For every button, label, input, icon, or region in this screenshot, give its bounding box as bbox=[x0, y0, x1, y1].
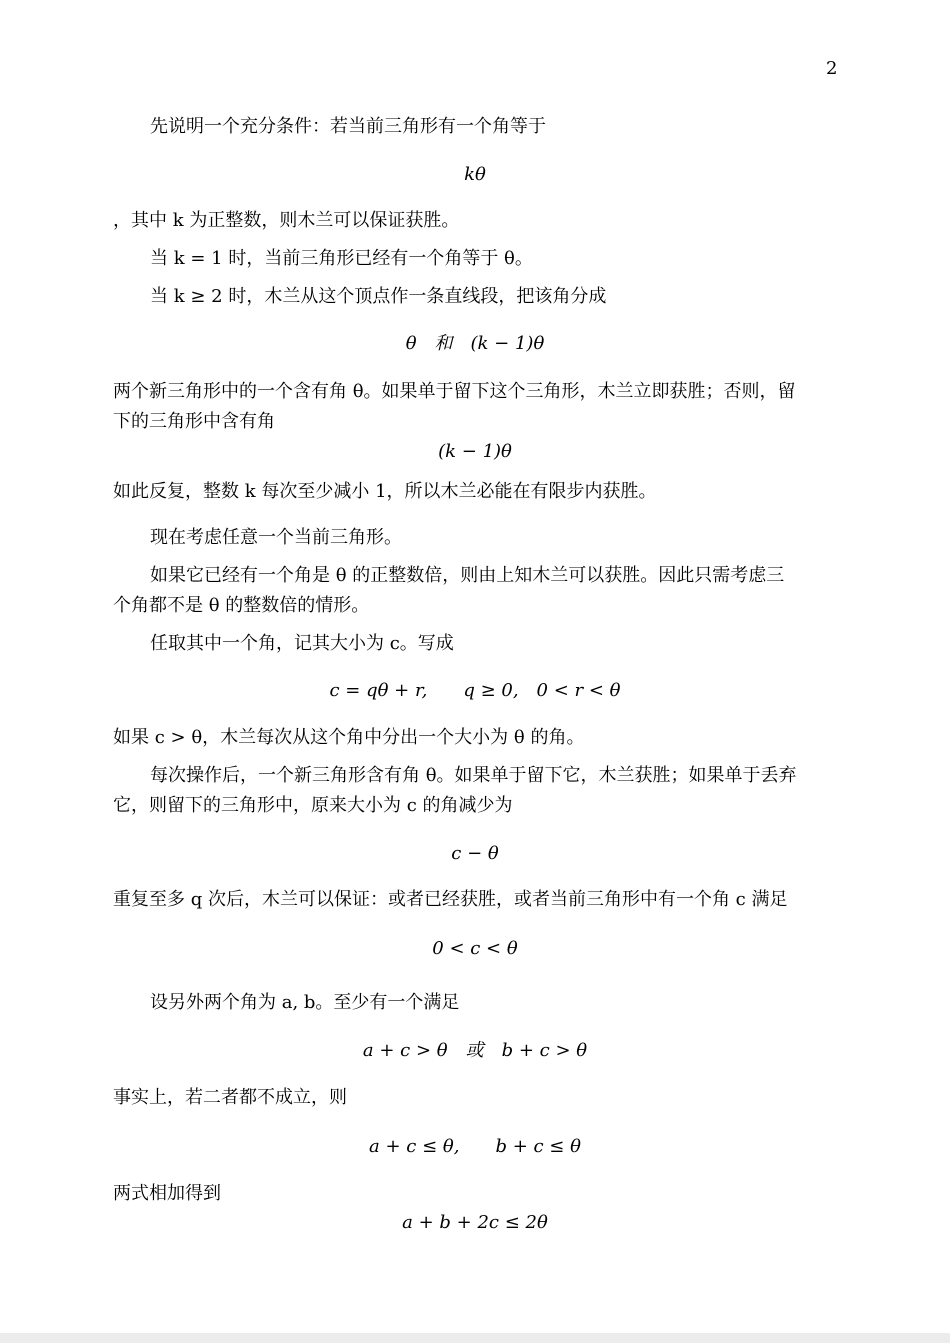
paragraph-line: 先说明一个充分条件：若当前三角形有一个角等于 bbox=[150, 116, 546, 137]
display-equation: a + c ≤ θ, b + c ≤ θ bbox=[369, 1136, 581, 1157]
display-equation: θ 和 (k − 1)θ bbox=[405, 333, 545, 354]
display-equation: a + c > θ 或 b + c > θ bbox=[362, 1040, 588, 1061]
paragraph-line: 两式相加得到 bbox=[113, 1183, 221, 1204]
paragraph-line: 当 k ≥ 2 时，木兰从这个顶点作一条直线段，把该角分成 bbox=[150, 286, 607, 307]
paragraph-line: 设另外两个角为 a, b。至少有一个满足 bbox=[150, 992, 460, 1013]
paragraph-line: 事实上，若二者都不成立，则 bbox=[113, 1087, 347, 1108]
display-equation: a + b + 2c ≤ 2θ bbox=[402, 1212, 548, 1233]
paragraph-line: 如此反复，整数 k 每次至少减小 1，所以木兰必能在有限步内获胜。 bbox=[113, 481, 657, 502]
paragraph-line: ，其中 k 为正整数，则木兰可以保证获胜。 bbox=[113, 210, 460, 231]
display-equation: c = qθ + r, q ≥ 0, 0 < r < θ bbox=[329, 680, 621, 701]
paragraph-line: 重复至多 q 次后，木兰可以保证：或者已经获胜，或者当前三角形中有一个角 c 满足 bbox=[113, 889, 788, 910]
paragraph-line: 现在考虑任意一个当前三角形。 bbox=[150, 527, 402, 548]
viewer-bottom-edge bbox=[0, 1333, 950, 1343]
paragraph-line: 如果 c > θ，木兰每次从这个角中分出一个大小为 θ 的角。 bbox=[113, 727, 585, 748]
paragraph-line: 下的三角形中含有角 bbox=[113, 411, 275, 432]
paragraph-line: 如果它已经有一个角是 θ 的正整数倍，则由上知木兰可以获胜。因此只需考虑三 bbox=[150, 565, 785, 586]
page-number: 2 bbox=[826, 58, 838, 79]
paragraph-line: 它，则留下的三角形中，原来大小为 c 的角减少为 bbox=[113, 795, 513, 816]
paragraph-line: 每次操作后，一个新三角形含有角 θ。如果单于留下它，木兰获胜；如果单于丢弃 bbox=[150, 765, 797, 786]
display-equation: 0 < c < θ bbox=[432, 938, 518, 959]
paragraph-line: 个角都不是 θ 的整数倍的情形。 bbox=[113, 595, 370, 616]
paragraph-line: 两个新三角形中的一个含有角 θ。如果单于留下这个三角形，木兰立即获胜；否则，留 bbox=[113, 381, 796, 402]
display-equation: kθ bbox=[464, 164, 486, 185]
paragraph-line: 当 k = 1 时，当前三角形已经有一个角等于 θ。 bbox=[150, 248, 533, 269]
display-equation: c − θ bbox=[451, 843, 499, 864]
display-equation: (k − 1)θ bbox=[438, 441, 512, 462]
paragraph-line: 任取其中一个角，记其大小为 c。写成 bbox=[150, 633, 454, 654]
